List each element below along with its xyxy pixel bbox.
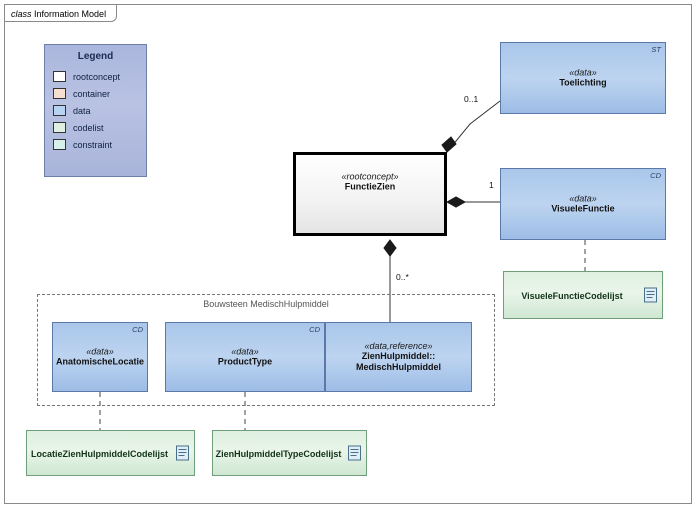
class-producttype-name: ProductType bbox=[217, 356, 273, 367]
class-zienhulpmiddel-stereotype: «data,reference» bbox=[364, 341, 433, 351]
class-visuelefunctiecodelijst[interactable] bbox=[503, 271, 663, 319]
class-zienhulpmiddel-name-line1: ZienHulpmiddel:: bbox=[361, 351, 436, 361]
legend bbox=[44, 44, 147, 177]
container-title: Bouwsteen MedischHulpmiddel bbox=[203, 299, 329, 309]
legend-label: rootconcept bbox=[73, 71, 121, 82]
document-icon bbox=[348, 446, 361, 461]
document-icon bbox=[644, 288, 657, 303]
class-toelichting-stereotype: «data» bbox=[569, 67, 597, 78]
class-producttype-tag: CD bbox=[309, 325, 320, 334]
legend-swatch-rootconcept bbox=[53, 71, 66, 82]
legend-label: container bbox=[73, 88, 111, 99]
class-toelichting[interactable] bbox=[500, 42, 666, 114]
multiplicity-toelichting: 0..1 bbox=[464, 94, 479, 104]
frame-tab-keyword: class bbox=[11, 9, 32, 19]
class-producttype[interactable] bbox=[165, 322, 325, 392]
class-visuelefunctie-name: VisueleFunctie bbox=[551, 203, 615, 214]
document-icon bbox=[176, 446, 189, 461]
legend-swatch-codelist bbox=[53, 122, 66, 133]
class-anatomischelocatie-tag: CD bbox=[132, 325, 143, 334]
class-locatiezienhulpmiddelcodelijst-name: LocatieZienHulpmiddelCodelijst bbox=[30, 449, 168, 459]
diagram-frame-tab bbox=[4, 4, 117, 22]
legend-swatch-constraint bbox=[53, 139, 66, 150]
class-anatomischelocatie[interactable] bbox=[52, 322, 148, 392]
legend-row bbox=[53, 136, 146, 153]
class-locatiezienhulpmiddelcodelijst[interactable] bbox=[26, 430, 195, 476]
class-toelichting-name: Toelichting bbox=[559, 77, 607, 88]
class-anatomischelocatie-stereotype: «data» bbox=[86, 346, 114, 357]
class-producttype-stereotype: «data» bbox=[231, 346, 259, 357]
legend-items bbox=[45, 68, 146, 153]
legend-title: Legend bbox=[77, 51, 114, 62]
multiplicity-visuelefunctie: 1 bbox=[489, 180, 494, 190]
class-visuelefunctie-stereotype: «data» bbox=[569, 193, 597, 204]
class-functiezien-stereotype: «rootconcept» bbox=[341, 171, 399, 182]
legend-label: data bbox=[73, 105, 91, 116]
legend-row bbox=[53, 102, 146, 119]
class-zienhulpmiddel-name-line2: MedischHulpmiddel bbox=[355, 362, 441, 372]
legend-row bbox=[53, 85, 146, 102]
class-visuelefunctie-tag: CD bbox=[650, 171, 661, 180]
class-zienhulpmiddeltypecodelijst[interactable] bbox=[212, 430, 367, 476]
legend-swatch-data bbox=[53, 105, 66, 116]
legend-label: constraint bbox=[73, 139, 113, 150]
class-functiezien-name: FunctieZien bbox=[344, 181, 396, 192]
class-visuelefunctiecodelijst-name: VisueleFunctieCodelijst bbox=[521, 291, 623, 301]
legend-row bbox=[53, 68, 146, 85]
multiplicity-hulpmiddel: 0..* bbox=[396, 272, 409, 282]
class-zienhulpmiddel-medischhulpmiddel[interactable] bbox=[325, 322, 472, 392]
class-visuelefunctie[interactable] bbox=[500, 168, 666, 240]
class-zienhulpmiddeltypecodelijst-name: ZienHulpmiddelTypeCodelijst bbox=[215, 449, 342, 459]
legend-label: codelist bbox=[73, 122, 104, 133]
frame-tab-title: Information Model bbox=[34, 9, 107, 19]
class-toelichting-tag: ST bbox=[651, 45, 661, 54]
class-anatomischelocatie-name: AnatomischeLocatie bbox=[55, 356, 145, 367]
legend-swatch-container bbox=[53, 88, 66, 99]
class-functiezien[interactable] bbox=[293, 152, 447, 236]
legend-row bbox=[53, 119, 146, 136]
